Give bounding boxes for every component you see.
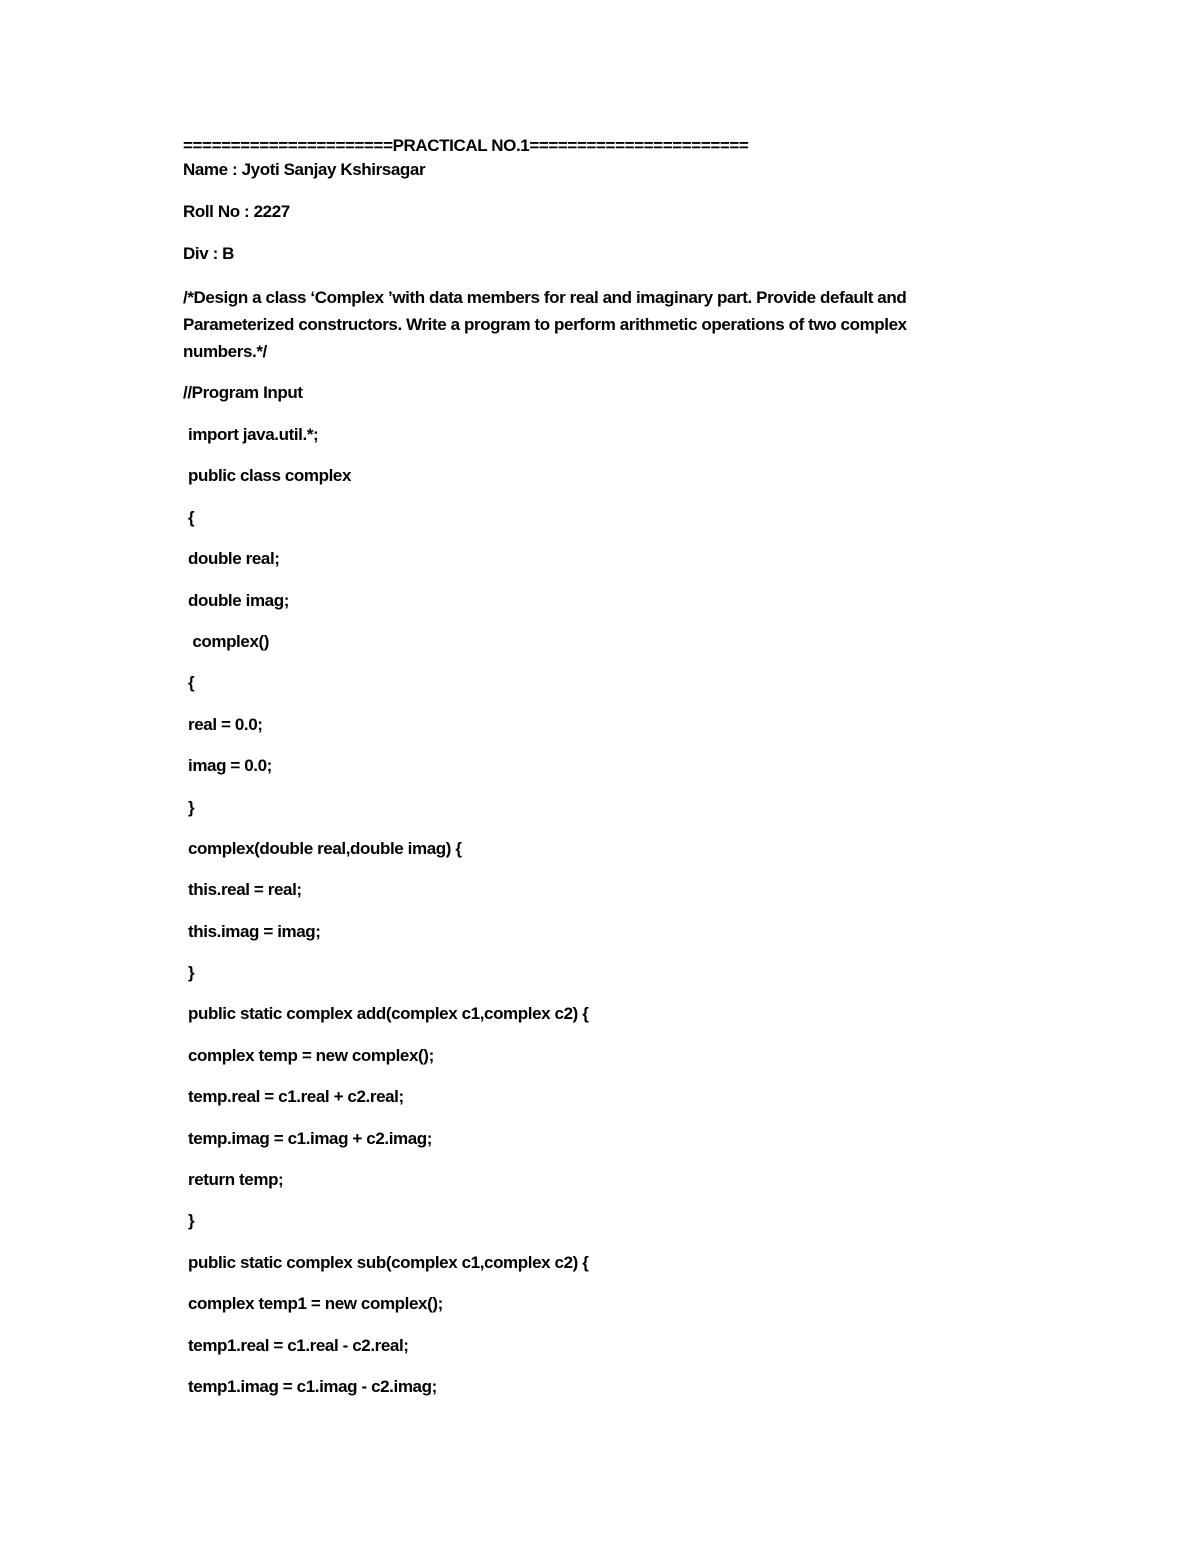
code-line: imag = 0.0; [188,756,272,776]
problem-statement: /*Design a class ‘Complex ’with data members for real and imaginary part. Provide default and Parameterized constructors. Write a program to perform arithmetic operations of two complex numbers.*/ [183,288,907,361]
code-line: complex temp1 = new complex(); [188,1294,443,1314]
code-line: } [188,1211,195,1231]
code-block [188,423,983,1399]
code-line: complex(double real,double imag) { [188,838,462,858]
code-line: temp1.imag = c1.imag - c2.imag; [188,1376,437,1396]
student-name: Name : Jyoti Sanjay Kshirsagar [183,160,426,179]
student-div: Div : B [183,244,235,263]
code-line: temp.real = c1.real + c2.real; [188,1087,404,1107]
code-line: double real; [188,549,280,569]
code-line: { [188,673,195,693]
code-line: double imag; [188,590,289,610]
code-line: return temp; [188,1170,284,1190]
program-comment: //Program Input [183,383,303,402]
code-line: public static complex add(complex c1,complex c2) { [188,1004,589,1024]
code-line: public static complex sub(complex c1,complex c2) { [188,1252,589,1272]
code-line: } [188,797,195,817]
document-content [183,134,983,1416]
code-line: complex temp = new complex(); [188,1045,434,1065]
code-line: import java.util.*; [188,425,319,444]
code-line: temp.imag = c1.imag + c2.imag; [188,1128,433,1148]
code-line: public class complex [188,466,352,486]
code-line: temp1.real = c1.real - c2.real; [188,1335,409,1355]
code-line: real = 0.0; [188,714,263,734]
code-line: { [188,507,195,527]
code-line: } [188,963,195,983]
code-line: complex() [188,631,270,651]
code-line: this.imag = imag; [188,921,321,941]
student-roll: Roll No : 2227 [183,202,290,221]
code-line: this.real = real; [188,880,302,900]
practical-banner: ======================PRACTICAL NO.1======================= [183,136,749,155]
